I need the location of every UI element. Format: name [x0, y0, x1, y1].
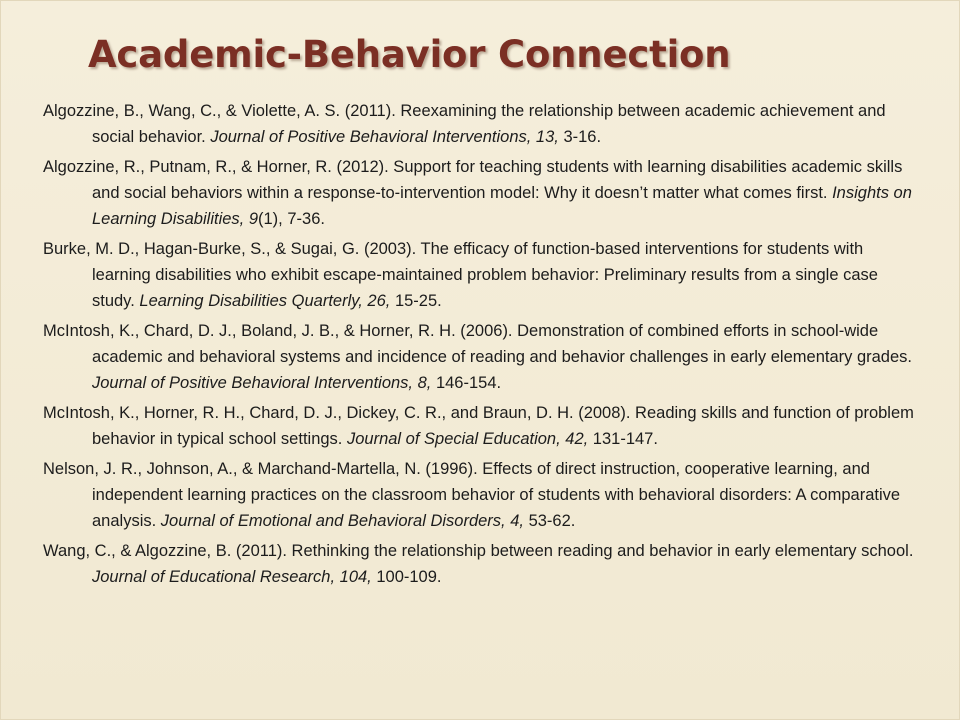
reference-text: Algozzine, R., Putnam, R., & Horner, R. (2012). Support for teaching students with learning disabilities academic skills and social behaviors within a response-to-intervention model: Why it doesn’t matter what comes first. — [43, 158, 903, 202]
reference-list — [43, 98, 923, 594]
reference-text: Nelson, J. R., Johnson, A., & Marchand-Martella, N. (1996). Effects of direct instruction, cooperative learning, and independent learning practices on the classroom behavior of students with behavioral disorders: A comparative analysis. — [43, 460, 901, 530]
reference-journal: Journal of Positive Behavioral Interventions, 8, — [92, 374, 432, 392]
reference-journal: Journal of Positive Behavioral Interventions, 13, — [210, 128, 559, 146]
reference-item — [43, 400, 923, 452]
reference-journal: Journal of Educational Research, 104, — [92, 568, 372, 586]
reference-journal: Journal of Special Education, 42, — [346, 430, 589, 448]
reference-item — [43, 154, 923, 232]
reference-pages: 53-62. — [523, 512, 576, 530]
reference-journal: Learning Disabilities Quarterly, 26, — [139, 292, 391, 310]
reference-journal: Journal of Emotional and Behavioral Disorders, 4, — [160, 512, 524, 530]
reference-text: Algozzine, B., Wang, C., & Violette, A. S. (2011). Reexamining the relationship between academic achievement and social behavior. — [43, 102, 886, 146]
reference-text: Wang, C., & Algozzine, B. (2011). Rethinking the relationship between reading and behavior in early elementary school. — [43, 542, 914, 560]
reference-item — [43, 318, 923, 396]
reference-item — [43, 538, 923, 590]
reference-item — [43, 236, 923, 314]
reference-pages: (1), 7-36. — [258, 210, 325, 228]
reference-pages: 100-109. — [371, 568, 442, 586]
reference-pages: 15-25. — [390, 292, 442, 310]
reference-text: McIntosh, K., Chard, D. J., Boland, J. B., & Horner, R. H. (2006). Demonstration of combined efforts in school-wide academic and behavioral systems and incidence of reading and behavior challenges in early elementary grades. — [43, 322, 912, 366]
reference-text: Burke, M. D., Hagan-Burke, S., & Sugai, G. (2003). The efficacy of function-based interventions for students with learning disabilities who exhibit escape-maintained problem behavior: Preliminary results from a single case study. — [43, 240, 878, 310]
reference-journal: Insights on Learning Disabilities, 9 — [92, 184, 912, 228]
reference-pages: 146-154. — [431, 374, 502, 392]
reference-pages: 3-16. — [558, 128, 602, 146]
reference-text: McIntosh, K., Horner, R. H., Chard, D. J., Dickey, C. R., and Braun, D. H. (2008). Reading skills and function of problem behavior in typical school settings. — [43, 404, 914, 448]
reference-pages: 131-147. — [588, 430, 658, 448]
reference-item — [43, 98, 923, 150]
reference-item — [43, 456, 923, 534]
slide-title: Academic-Behavior Connection — [88, 33, 731, 76]
